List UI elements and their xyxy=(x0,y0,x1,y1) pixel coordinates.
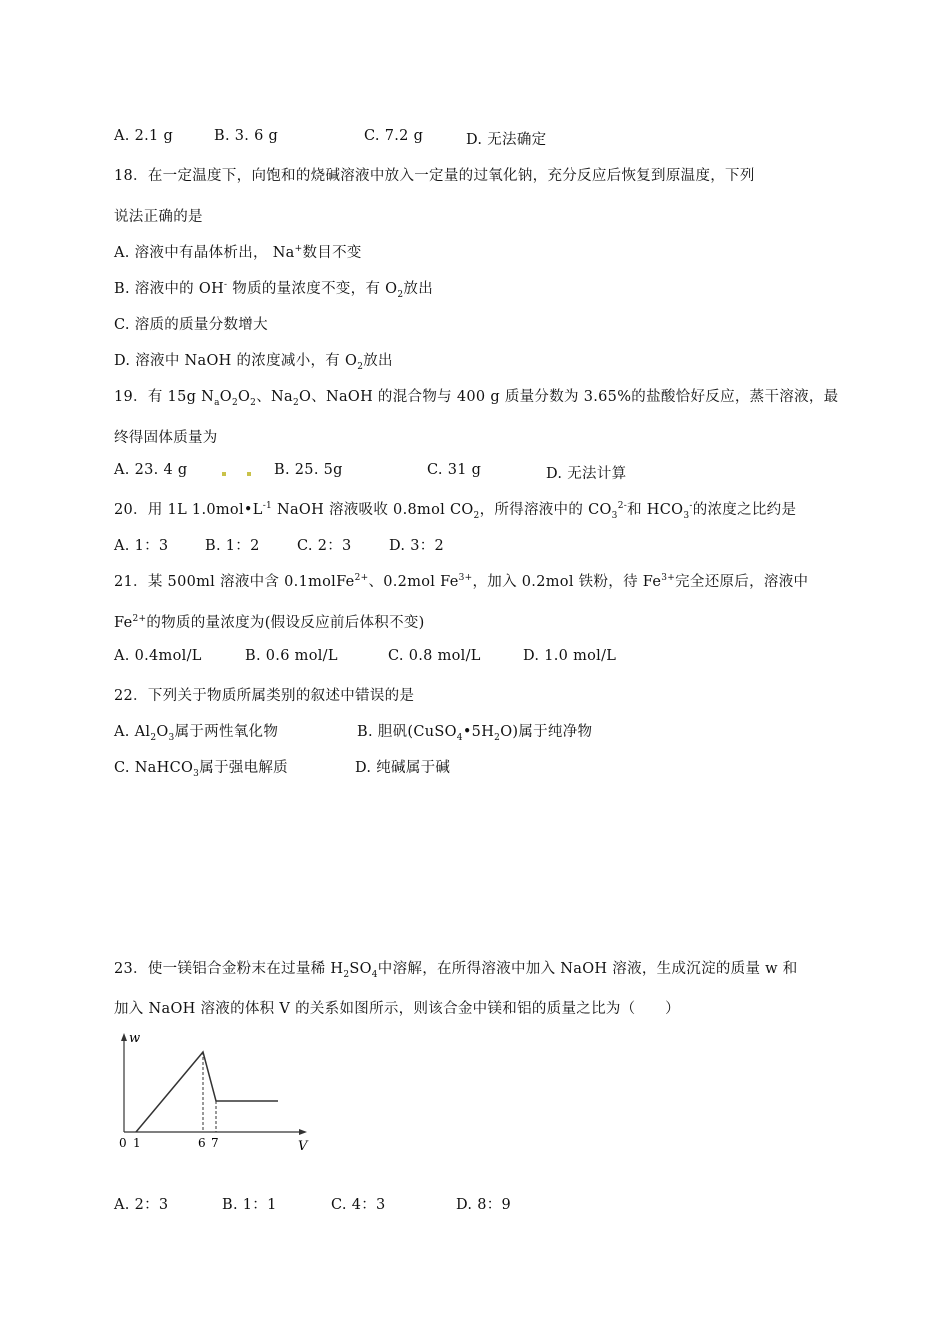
tick-label-1: 1 xyxy=(133,1136,141,1150)
q20-option-d: D. 3：2 xyxy=(389,538,445,554)
q20-option-c: C. 2：3 xyxy=(297,538,352,554)
q19-option-c: C. 31 g xyxy=(427,462,482,478)
q22-stem: 22．下列关于物质所属类别的叙述中错误的是 xyxy=(114,688,415,704)
q21-option-b: B. 0.6 mol/L xyxy=(245,648,338,664)
q23-option-c: C. 4：3 xyxy=(331,1197,386,1213)
q22-option-d: D. 纯碱属于碱 xyxy=(355,760,451,776)
q19-stem-line2: 终得固体质量为 xyxy=(114,430,218,446)
q18-option-a: A. 溶液中有晶体析出， Na+数目不变 xyxy=(114,244,362,261)
q20-stem: 20．用 1L $1.0mol•L^{-1}$ NaOH 溶液吸收 0.8mol $CO_2$，所得溶液中的 $CO_3^{2-}$和 $HCO_3^-$的浓度之比约是 xyxy=(114,501,797,521)
q19-option-b: B. 25. 5g xyxy=(274,462,343,478)
q17-option-a: A. 2.1 g xyxy=(114,128,174,144)
q20-option-b: B. 1：2 xyxy=(205,538,260,554)
x-axis-arrow xyxy=(299,1129,307,1135)
q18-stem-line2: 说法正确的是 xyxy=(114,209,203,225)
tick-label-6: 6 xyxy=(198,1136,206,1150)
x-axis-label: V xyxy=(298,1139,308,1154)
q18-option-c: C. 溶质的质量分数增大 xyxy=(114,317,268,333)
q19-stem-line1: 19．有 15g $N_aO_2O_2$、$Na_2O$、NaOH 的混合物与 400 g 质量分数为 3.65%的盐酸恰好反应，蒸干溶液，最 xyxy=(114,389,839,408)
q23-stem-line2: 加入 NaOH 溶液的体积 V 的关系如图所示，则该合金中镁和铝的质量之比为（ ） xyxy=(114,1001,680,1017)
decorative-dot xyxy=(222,472,226,476)
q18-stem-line1: 18．在一定温度下，向饱和的烧碱溶液中放入一定量的过氧化钠，充分反应后恢复到原温度，下列 xyxy=(114,168,755,184)
q22-option-c: C. NaHCO$_3$属于强电解质 xyxy=(114,760,288,779)
q21-option-d: D. 1.0 mol/L xyxy=(523,648,617,664)
q21-stem-line2: $Fe^{2+}$的物质的量浓度为(假设反应前后体积不变) xyxy=(114,614,425,631)
q23-stem-line1: 23．使一镁铝合金粉末在过量稀 $H_2SO_4$中溶解，在所得溶液中加入 NaOH 溶液，生成沉淀的质量 w 和 xyxy=(114,961,798,980)
decorative-dot xyxy=(247,472,251,476)
q21-stem-line1: 21．某 500ml 溶液中含 0.1molFe$^{2+}$、0.2mol $Fe^{3+}$，加入 0.2mol 铁粉，待 $Fe^{3+}$完全还原后，溶液中 xyxy=(114,573,809,590)
q17-option-c: C. 7.2 g xyxy=(364,128,424,144)
q19-option-a: A. 23. 4 g xyxy=(114,462,188,478)
q23-option-b: B. 1：1 xyxy=(222,1197,277,1213)
tick-label-7: 7 xyxy=(211,1136,219,1150)
q17-option-b: B. 3. 6 g xyxy=(214,128,279,144)
q21-option-a: A. 0.4mol/L xyxy=(114,648,202,664)
q17-option-d: D. 无法确定 xyxy=(466,132,547,148)
y-axis-label: w xyxy=(129,1031,141,1046)
q18-option-b: B. 溶液中的 OH- 物质的量浓度不变，有 $O_2$放出 xyxy=(114,280,434,300)
tick-label-0: 0 xyxy=(119,1136,127,1150)
q20-option-a: A. 1：3 xyxy=(114,538,169,554)
q23-graph xyxy=(112,1030,312,1155)
y-axis-arrow xyxy=(121,1033,127,1041)
q19-option-d: D. 无法计算 xyxy=(546,466,627,482)
q22-option-a: A. $Al_2O_3$属于两性氧化物 xyxy=(114,724,279,743)
graph-curve xyxy=(136,1052,278,1132)
q23-option-d: D. 8：9 xyxy=(456,1197,512,1213)
q21-option-c: C. 0.8 mol/L xyxy=(388,648,481,664)
q22-option-b: B. 胆矾$(CuSO_4•5H_2O)$属于纯净物 xyxy=(357,724,593,743)
q18-option-d: D. 溶液中 NaOH 的浓度减小，有 $O_2$放出 xyxy=(114,353,393,372)
q23-option-a: A. 2：3 xyxy=(114,1197,169,1213)
